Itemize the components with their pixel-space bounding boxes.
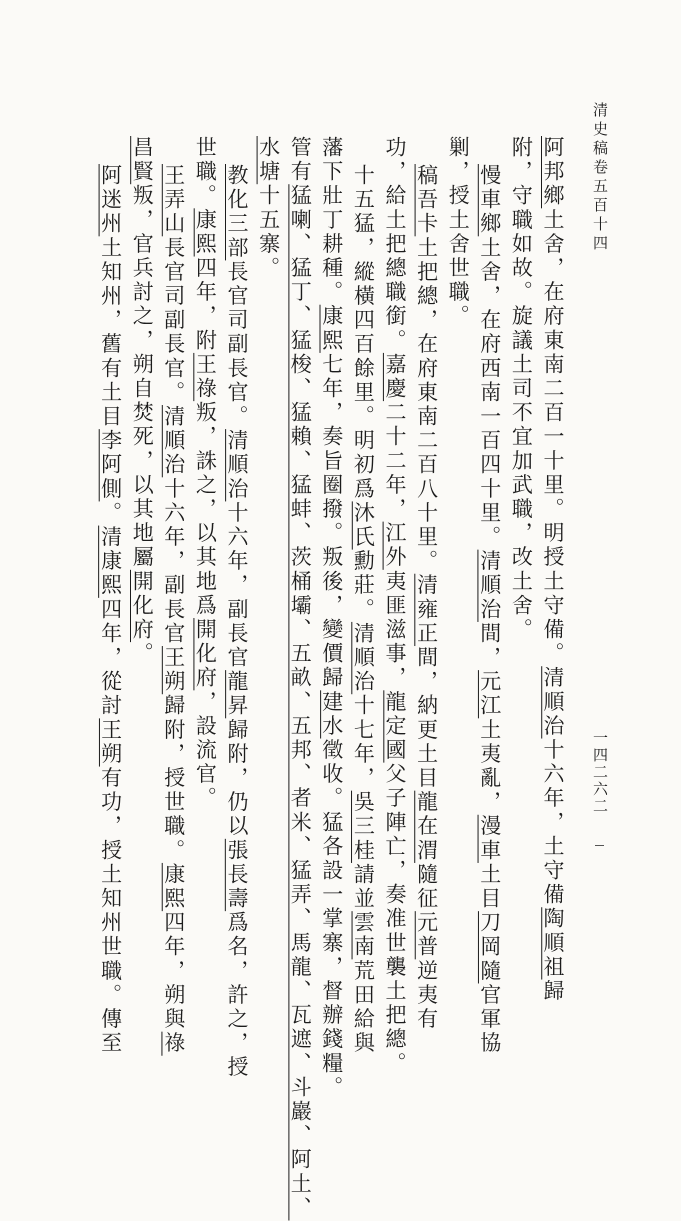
text-segment: 附，守職如故。旋議土司不宜加武職，改土舍。 <box>509 136 534 643</box>
proper-name: 清雍正 <box>414 573 439 647</box>
text-segment: 長官司副長官。 <box>225 260 249 430</box>
text-segment: 父子陣亡，奏准世襲土把總。 <box>383 762 407 1076</box>
text-segment: 逆夷有 <box>414 959 439 1032</box>
text-segment: 。 <box>98 501 123 526</box>
page-number: 一四二六二 <box>591 730 609 815</box>
text-segment: ，設流官。 <box>193 690 218 811</box>
proper-name: 雲南 <box>351 911 376 960</box>
text-segment: 土知州，舊有土目 <box>98 236 123 430</box>
text-segment: 叛，官兵討之，朔自焚死，以其地屬 <box>130 184 155 570</box>
text-column <box>193 136 218 976</box>
text-segment: 爲名，許之，授 <box>225 911 249 1080</box>
text-segment: 土把總，在府東南二百八十里。 <box>414 236 439 574</box>
margin-mark <box>595 845 604 846</box>
proper-name: 康熙 <box>193 208 218 257</box>
text-column <box>98 136 123 1056</box>
proper-name: 王朔 <box>161 646 186 695</box>
proper-name: 元江 <box>477 670 502 719</box>
text-segment: 歸附，仍以 <box>225 718 249 839</box>
proper-name: 吳三桂 <box>351 790 376 863</box>
text-segment: 勳莊。 <box>351 549 376 622</box>
proper-name: 清順治 <box>225 429 249 502</box>
text-column <box>130 136 155 976</box>
text-segment: 藩下壯丁耕種。 <box>319 136 344 305</box>
text-column <box>509 136 534 976</box>
proper-name: 康熙 <box>161 862 186 912</box>
text-column <box>319 136 344 1101</box>
proper-name: 元普 <box>414 911 439 960</box>
text-segment: 十七年， <box>351 694 376 791</box>
proper-name: 嘉慶 <box>383 352 407 402</box>
proper-name: 李阿側 <box>98 429 123 502</box>
text-segment: 十五寨。 <box>256 184 281 281</box>
text-segment: 四年，從討 <box>98 597 123 719</box>
text-segment: 夷匪滋事， <box>383 569 407 691</box>
text-segment: 土目 <box>477 862 502 912</box>
book-title: 清史稿卷五百十四 <box>591 102 609 254</box>
text-segment: 十六年，土守備 <box>541 738 565 908</box>
proper-name: 漫車 <box>477 814 502 863</box>
proper-name: 清順治 <box>161 405 186 478</box>
proper-name: 慢車鄉 <box>477 164 502 237</box>
proper-name: 刀岡隨 <box>477 911 502 984</box>
proper-name: 江外 <box>383 521 407 570</box>
text-segment: 十六年，副長官 <box>161 477 186 647</box>
proper-name: 阿迷州 <box>98 164 123 237</box>
text-segment: 十六年，副長官 <box>225 501 249 671</box>
proper-name: 陶順祖 <box>541 907 565 980</box>
text-segment: 十五猛，縱橫四百餘里。明初爲 <box>351 164 376 502</box>
proper-name: 開化府 <box>130 569 155 643</box>
proper-name: 建水 <box>319 690 344 739</box>
proper-name: 昌賢 <box>130 136 155 185</box>
text-column <box>446 136 471 976</box>
proper-name: 清順治 <box>541 666 565 739</box>
text-segment: 世職。 <box>193 136 218 209</box>
proper-name: 稿吾卡 <box>414 164 439 237</box>
text-segment: 土舍，在府西南一百四十里。 <box>477 236 502 550</box>
proper-name: 張長壽 <box>225 838 249 912</box>
text-segment: 管有 <box>288 136 313 185</box>
text-segment: 四年，朔與 <box>161 911 186 1032</box>
proper-name: 王弄山 <box>161 164 186 237</box>
proper-name: 沐氏 <box>351 501 376 550</box>
proper-name: 開化府 <box>193 618 218 691</box>
text-column <box>541 136 565 1004</box>
proper-name: 清康熙 <box>98 525 123 598</box>
proper-name: 王祿 <box>193 352 218 402</box>
text-segment: 剿，授土舍世職。 <box>446 136 471 329</box>
proper-name: 清順治 <box>477 549 502 622</box>
text-segment: 間， <box>477 621 502 671</box>
proper-name: 清順治 <box>351 621 376 695</box>
proper-name: 王朔 <box>98 718 123 767</box>
text-segment: 七年，奏旨圈撥。叛後，變價歸 <box>319 352 344 691</box>
proper-name: 龍昇 <box>225 670 249 719</box>
proper-name: 龍在渭 <box>414 790 439 863</box>
proper-name: 阿邦鄉 <box>541 136 565 209</box>
text-segment: 請並 <box>351 862 376 912</box>
text-column <box>351 136 376 1056</box>
text-column <box>161 136 186 1056</box>
proper-name: 康熙 <box>319 304 344 353</box>
proper-name: 水塘 <box>256 136 281 185</box>
proper-name: 猛喇、猛丁、猛梭、猛賴、猛蚌、茨桶壩、五畝、五邦、者米、猛弄、馬龍、瓦遮、斗巖、阿土、 <box>288 184 313 1221</box>
text-segment: 叛，誅之，以其地爲 <box>193 401 218 619</box>
text-segment: 功，給土把總職銜。 <box>383 136 407 353</box>
text-segment: 歸 <box>541 979 565 1004</box>
text-segment: 徵收。猛各設一掌寨，督辦錢糧。 <box>319 738 344 1101</box>
text-column <box>258 136 279 976</box>
text-segment: 土舍，在府東南二百一十里。明授土守備。 <box>541 208 565 667</box>
text-segment: 官軍協 <box>477 983 502 1056</box>
text-segment: 歸附，授世職。 <box>161 694 186 863</box>
text-column <box>225 136 249 1080</box>
text-column <box>383 136 407 1076</box>
text-segment: 荒田給與 <box>351 959 376 1056</box>
text-segment: 二十二年， <box>383 401 407 522</box>
text-column <box>288 136 313 1221</box>
text-segment: 有功，授土知州世職。傳至 <box>98 766 123 1056</box>
text-segment: 隨征 <box>414 862 439 912</box>
text-column <box>477 136 502 1056</box>
proper-name: 教化三部 <box>225 164 249 261</box>
text-segment: 四年，附 <box>193 256 218 353</box>
text-segment: 土夷亂， <box>477 718 502 815</box>
text-segment: 長官司副長官。 <box>161 236 186 406</box>
text-segment: 。 <box>130 642 155 667</box>
proper-name: 祿 <box>161 1031 186 1056</box>
proper-name: 龍定國 <box>383 690 407 763</box>
text-segment: 間，納更土目 <box>414 646 439 791</box>
text-column <box>414 136 439 1032</box>
